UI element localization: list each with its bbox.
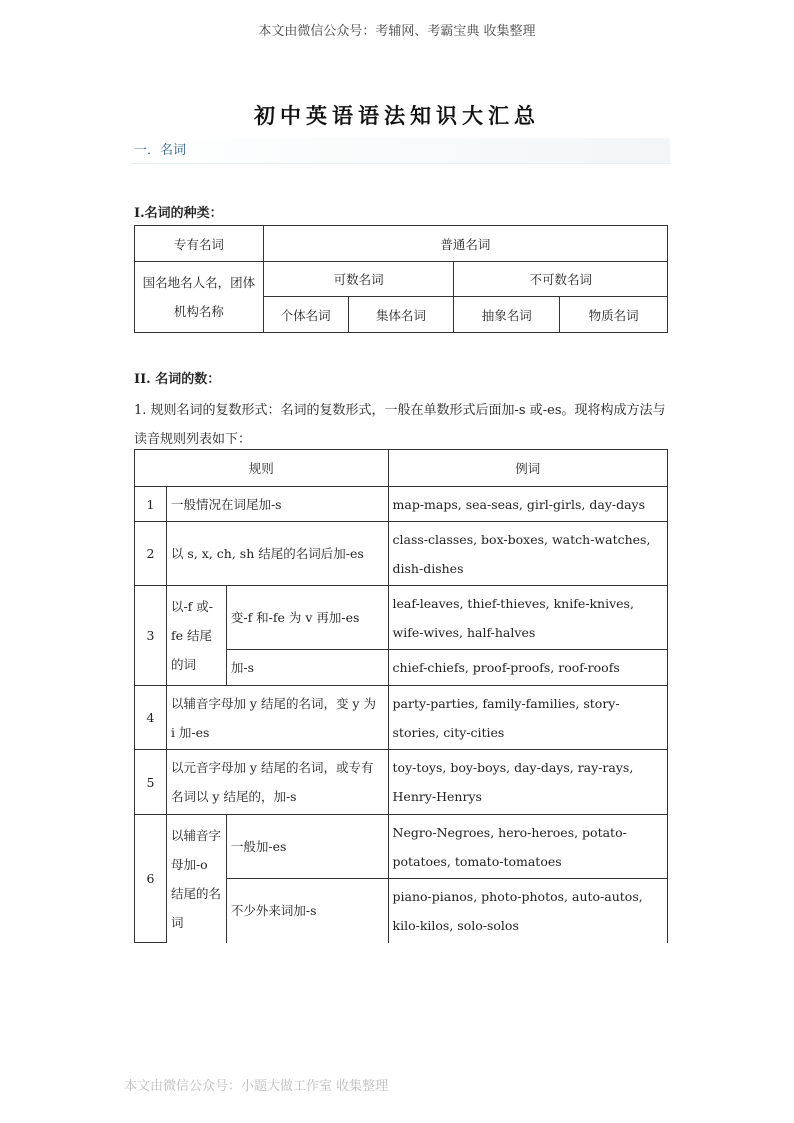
row-number: 3	[135, 586, 167, 686]
row-number: 1	[135, 487, 167, 522]
example-text: map-maps, sea-seas, girl-girls, day-days	[388, 487, 667, 522]
page-header-note: 本文由微信公众号：考辅网、考霸宝典 收集整理	[258, 24, 536, 39]
intro-paragraph: 1. 规则名词的复数形式：名词的复数形式，一般在单数形式后面加-s 或-es。现将构成方法与读音规则列表如下：	[134, 403, 666, 447]
sub-rule-text: 一般加-es	[226, 815, 388, 879]
cell-uncountable: 不可数名词	[454, 262, 668, 297]
sub-rule-text: 加-s	[226, 650, 388, 686]
example-text: party-parties, family-families, story-stories, city-cities	[388, 686, 667, 750]
cell-material: 物质名词	[560, 297, 668, 333]
example-text: leaf-leaves, thief-thieves, knife-knives, wife-wives, half-halves	[388, 586, 667, 650]
cell-countable: 可数名词	[263, 262, 454, 297]
cell-proper-noun: 专有名词	[135, 226, 264, 262]
header-rule: 规则	[135, 450, 389, 487]
noun-types-table	[134, 225, 668, 333]
rule-group-text: 以辅音字母加-o 结尾的名词	[166, 815, 226, 943]
heading-noun-number: II. 名词的数：	[134, 372, 221, 387]
cell-individual: 个体名词	[263, 297, 348, 333]
row-number: 6	[135, 815, 167, 943]
page-footer-note: 本文由微信公众号：小题大做工作室 收集整理	[124, 1079, 389, 1094]
rule-text: 以 s, x, ch, sh 结尾的名词后加-es	[166, 522, 388, 586]
rule-group-text: 以-f 或-fe 结尾的词	[166, 586, 226, 686]
document-title: 初中英语语法知识大汇总	[254, 103, 540, 128]
heading-noun-types: I.名词的种类：	[134, 206, 223, 221]
rule-text: 以辅音字母加 y 结尾的名词，变 y 为 i 加-es	[166, 686, 388, 750]
row-number: 2	[135, 522, 167, 586]
row-number: 5	[135, 750, 167, 815]
sub-rule-text: 变-f 和-fe 为 v 再加-es	[226, 586, 388, 650]
header-example: 例词	[388, 450, 667, 487]
cell-collective: 集体名词	[348, 297, 454, 333]
rule-text: 一般情况在词尾加-s	[166, 487, 388, 522]
example-text: Negro-Negroes, hero-heroes, potato-potatoes, tomato-tomatoes	[388, 815, 667, 879]
example-text: toy-toys, boy-boys, day-days, ray-rays, Henry-Henrys	[388, 750, 667, 815]
cell-proper-desc: 国名地名人名，团体机构名称	[135, 262, 264, 333]
section-heading-nouns: 一．名词	[130, 138, 670, 164]
example-text: piano-pianos, photo-photos, auto-autos, kilo-kilos, solo-solos	[388, 879, 667, 943]
example-text: class-classes, box-boxes, watch-watches, dish-dishes	[388, 522, 667, 586]
cell-abstract: 抽象名词	[454, 297, 560, 333]
rule-text: 以元音字母加 y 结尾的名词，或专有名词以 y 结尾的，加-s	[166, 750, 388, 815]
sub-rule-text: 不少外来词加-s	[226, 879, 388, 943]
example-text: chief-chiefs, proof-proofs, roof-roofs	[388, 650, 667, 686]
row-number: 4	[135, 686, 167, 750]
plural-rules-table	[134, 449, 668, 943]
cell-common-noun: 普通名词	[263, 226, 667, 262]
